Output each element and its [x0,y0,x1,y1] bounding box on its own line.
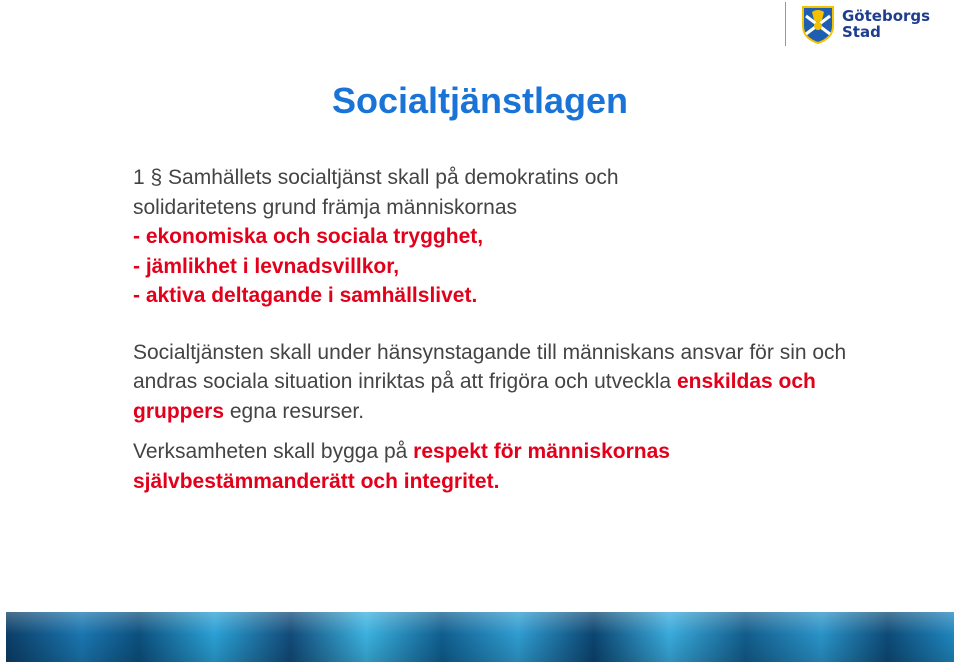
paragraph-2-text-end: egna resurser. [224,399,365,423]
logo-divider [785,2,786,46]
slide-title: Socialtjänstlagen [331,80,629,121]
paragraph-3-highlight: respekt för människornas självbestämmanderätt och integritet. [133,440,670,493]
paragraph-3-text: Verksamheten skall bygga på [133,440,414,463]
footer-band-shine [6,612,954,662]
slide-body [133,163,893,496]
paragraph-2-text: Socialtjänsten skall under hänsynstagande till människans ansvar för sin och andras sociala situation inriktas på att frigöra och utveckla [133,340,847,393]
paragraph-2-highlight: enskildas och gruppers [133,370,816,423]
bullet-item: - ekonomiska och sociala trygghet, [133,225,484,248]
logo-line-1: Göteborgs [842,7,931,25]
paragraph-2 [133,338,893,427]
city-crest-icon [800,4,836,44]
paragraph-3 [133,437,893,496]
paragraph-1-line-1: 1 § Samhällets socialtjänst skall på demokratins och [133,166,619,189]
logo-line-2: Stad [842,23,881,41]
bullet-item: - aktiva deltagande i samhällslivet. [133,284,478,307]
bullet-item: - jämlikhet i levnadsvillkor, [133,254,400,278]
goteborgs-stad-logo [785,2,945,46]
paragraph-1-line-2: solidaritetens grund främja människornas [133,195,518,219]
logo-wordmark [842,8,930,40]
